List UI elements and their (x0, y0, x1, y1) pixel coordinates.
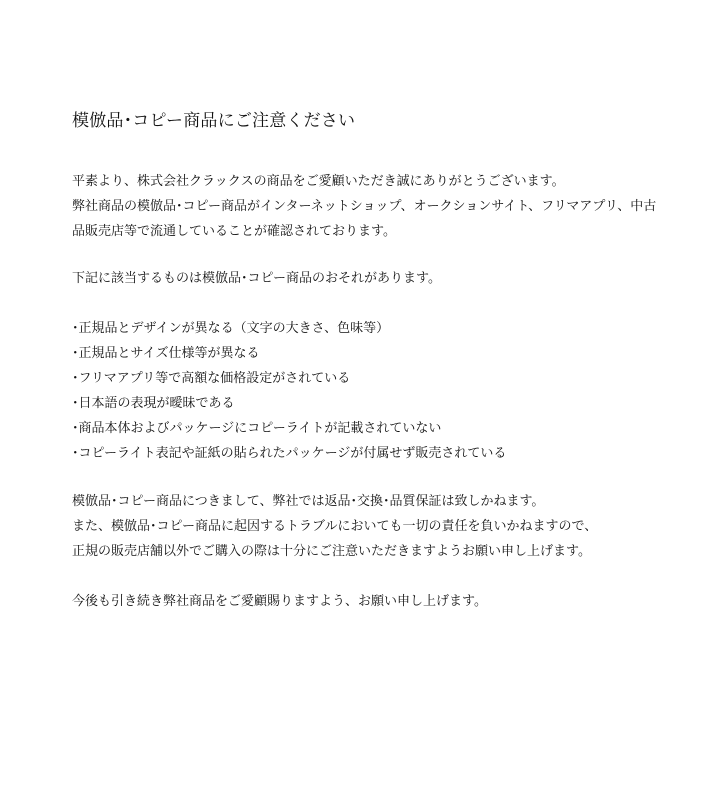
notice-paragraph (72, 266, 441, 291)
list-item: ･フリマアプリ等で高額な価格設定がされている (72, 371, 351, 386)
disclaimer-line: 正規の販売店舗以外でご購入の際は十分にご注意いただきますようお願い申し上げます。 (72, 544, 591, 559)
intro-line: 弊社商品の模倣品･コピー商品がインターネットショップ、オークションサイト、フリマアプリ、中古 (72, 199, 657, 214)
disclaimer-line: また、模倣品･コピー商品に起因するトラブルにおいても一切の責任を負いかねますので、 (72, 519, 598, 534)
closing-paragraph (72, 589, 487, 614)
closing-line: 今後も引き続き弊社商品をご愛顧賜りますよう、お願い申し上げます。 (72, 594, 487, 609)
intro-paragraph (72, 169, 656, 244)
list-item: ･正規品とデザインが異なる（文字の大きさ、色味等） (72, 321, 390, 336)
list-item: ･日本語の表現が曖昧である (72, 396, 235, 411)
page-title: 模倣品･コピー商品にご注意ください (72, 111, 356, 131)
warning-points-list (72, 316, 506, 466)
disclaimer-paragraph (72, 489, 597, 564)
intro-line: 平素より、株式会社クラックスの商品をご愛顧いただき誠にありがとうございます。 (72, 174, 565, 189)
disclaimer-line: 模倣品･コピー商品につきまして、弊社では返品･交換･品質保証は致しかねます。 (72, 494, 545, 509)
notice-line: 下記に該当するものは模倣品･コピー商品のおそれがあります。 (72, 271, 441, 286)
intro-line: 品販売店等で流通していることが確認されております。 (72, 224, 396, 239)
list-item: ･コピーライト表記や証紙の貼られたパッケージが付属せず販売されている (72, 446, 507, 461)
list-item: ･正規品とサイズ仕様等が異なる (72, 346, 260, 361)
list-item: ･商品本体およびパッケージにコピーライトが記載されていない (72, 421, 442, 436)
